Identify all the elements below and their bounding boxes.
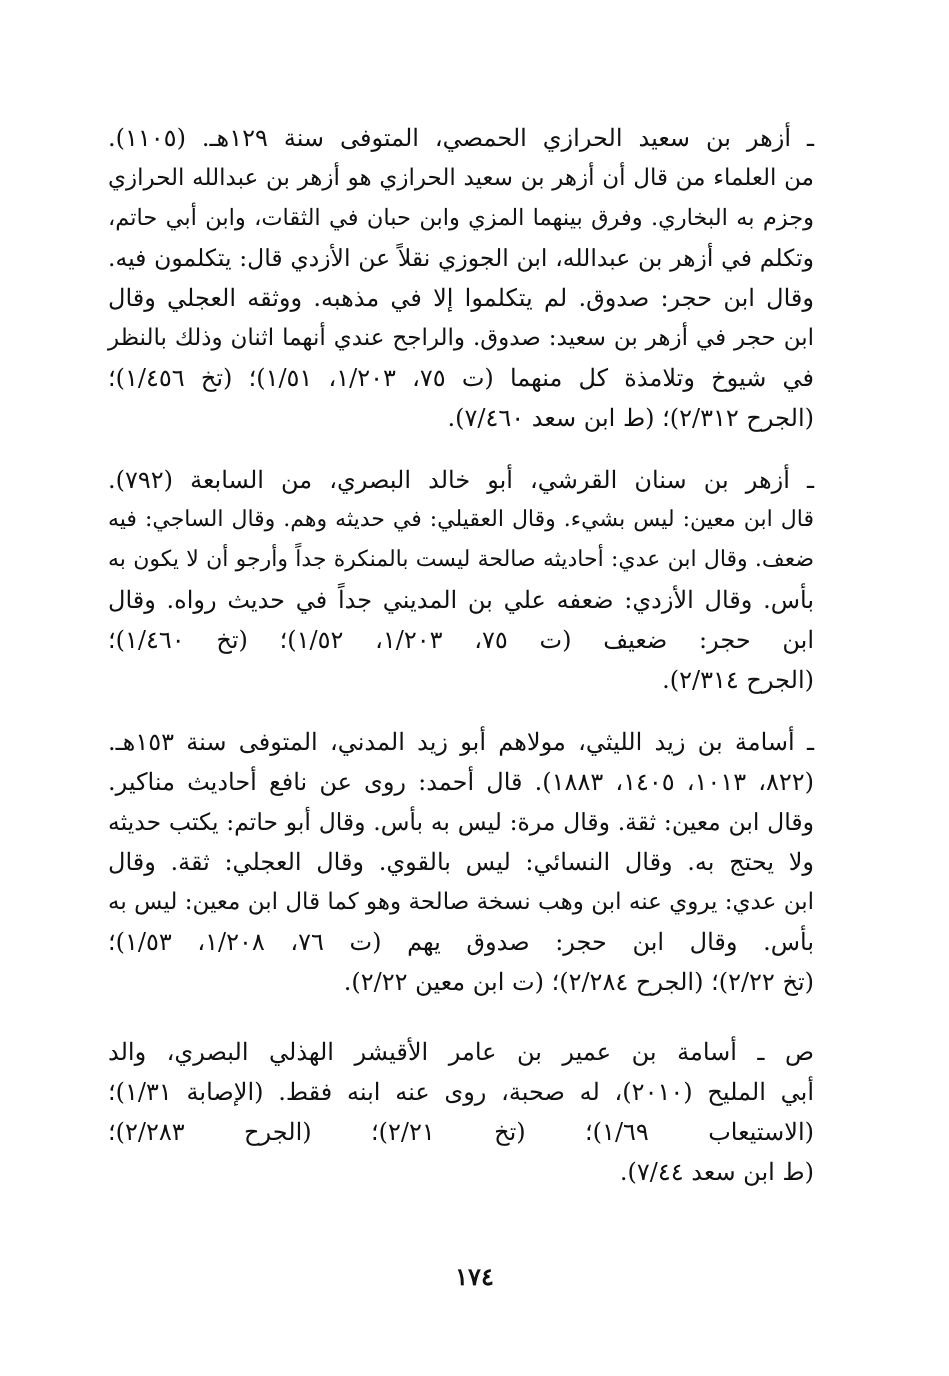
entry-azhar-ibn-sinan <box>108 460 814 700</box>
entry-line: ـ أسامة بن زيد الليثي، مولاهم أبو زيد المدني، المتوفى سنة ١٥٣هـ. <box>108 728 814 756</box>
entry-line: (٨٢٢، ١٠١٣، ١٤٠٥، ١٨٨٣). قال أحمد: روى عن نافع أحاديث مناكير. <box>108 768 815 796</box>
entry-line: وتكلم في أزهر بن عبدالله، ابن الجوزي نقلاً عن الأزدي قال: يتكلمون فيه. <box>108 244 814 272</box>
entry-line: ابن عدي: يروي عنه ابن وهب نسخة صالحة وهو كما قال ابن معين: ليس به <box>108 889 814 915</box>
entry-line: ولا يحتج به. وقال النسائي: ليس بالقوي. وقال العجلي: ثقة. وقال <box>108 848 814 876</box>
entry-line: ضعف. وقال ابن عدي: أحاديثه صالحة ليست بالمنكرة جداً وأرجو أن لا يكون به <box>108 547 814 572</box>
entry-line: بأس. وقال الأزدي: ضعفه علي بن المديني جداً في حديث رواه. وقال <box>108 586 814 614</box>
entry-usama-ibn-zayd <box>108 722 814 1002</box>
entry-usama-ibn-umayr <box>108 1032 814 1192</box>
entry-line: (الاستيعاب ١/٦٩)؛ (تخ ٢/٢١)؛ (الجرح ٢/٢٨٣)؛ <box>108 1118 814 1146</box>
page-number: ١٧٤ <box>455 1262 494 1291</box>
entry-azhar-ibn-said <box>108 118 814 438</box>
entry-line: (ط ابن سعد ٧/٤٤). <box>619 1158 814 1186</box>
entry-line: (الجرح ٢/٣١٢)؛ (ط ابن سعد ٧/٤٦٠). <box>447 404 814 432</box>
entry-line: ابن حجر: ضعيف (ت ٧٥، ١/٢٠٣، ١/٥٢)؛ (تخ ١/٤٦٠)؛ <box>108 626 814 654</box>
entry-line: (تخ ٢/٢٢)؛ (الجرح ٢/٢٨٤)؛ (ت ابن معين ٢/٢٢). <box>343 968 814 996</box>
entry-line: ـ أزهر بن سنان القرشي، أبو خالد البصري، من السابعة (٧٩٢). <box>108 466 814 494</box>
entry-line: بأس. وقال ابن حجر: صدوق يهم (ت ٧٦، ١/٢٠٨، ١/٥٣)؛ <box>108 928 815 956</box>
page-body <box>108 118 814 1214</box>
entry-line: ـ أزهر بن سعيد الحرازي الحمصي، المتوفى سنة ١٢٩هـ. (١١٠٥). <box>108 124 814 152</box>
entry-line: ص ـ أسامة بن عمير بن عامر الأقيشر الهذلي البصري، والد <box>108 1038 814 1066</box>
entry-line: قال ابن معين: ليس بشيء. وقال العقيلي: في حديثه وهم. وقال الساجي: فيه <box>108 507 814 532</box>
entry-line: (الجرح ٢/٣١٤). <box>662 666 814 694</box>
entry-line: وقال ابن حجر: صدوق. لم يتكلموا إلا في مذهبه. ووثقه العجلي وقال <box>108 284 814 312</box>
entry-line: أبي المليح (٢٠١٠)، له صحبة، روى عنه ابنه فقط. (الإصابة ١/٣١)؛ <box>108 1078 814 1106</box>
entry-line: من العلماء من قال أن أزهر بن سعيد الحرازي هو أزهر بن عبدالله الحرازي <box>108 165 814 191</box>
entry-line: في شيوخ وتلامذة كل منهما (ت ٧٥، ١/٢٠٣، ١/٥١)؛ (تخ ١/٤٥٦)؛ <box>108 364 815 392</box>
entry-line: وقال ابن معين: ثقة. وقال مرة: ليس به بأس. وقال أبو حاتم: يكتب حديثه <box>108 808 814 836</box>
entry-line: وجزم به البخاري. وفرق بينهما المزي وابن حبان في الثقات، وابن أبي حاتم، <box>108 205 814 231</box>
entry-line: ابن حجر في أزهر بن سعيد: صدوق. والراجح عندي أنهما اثنان وذلك بالنظر <box>108 325 814 351</box>
